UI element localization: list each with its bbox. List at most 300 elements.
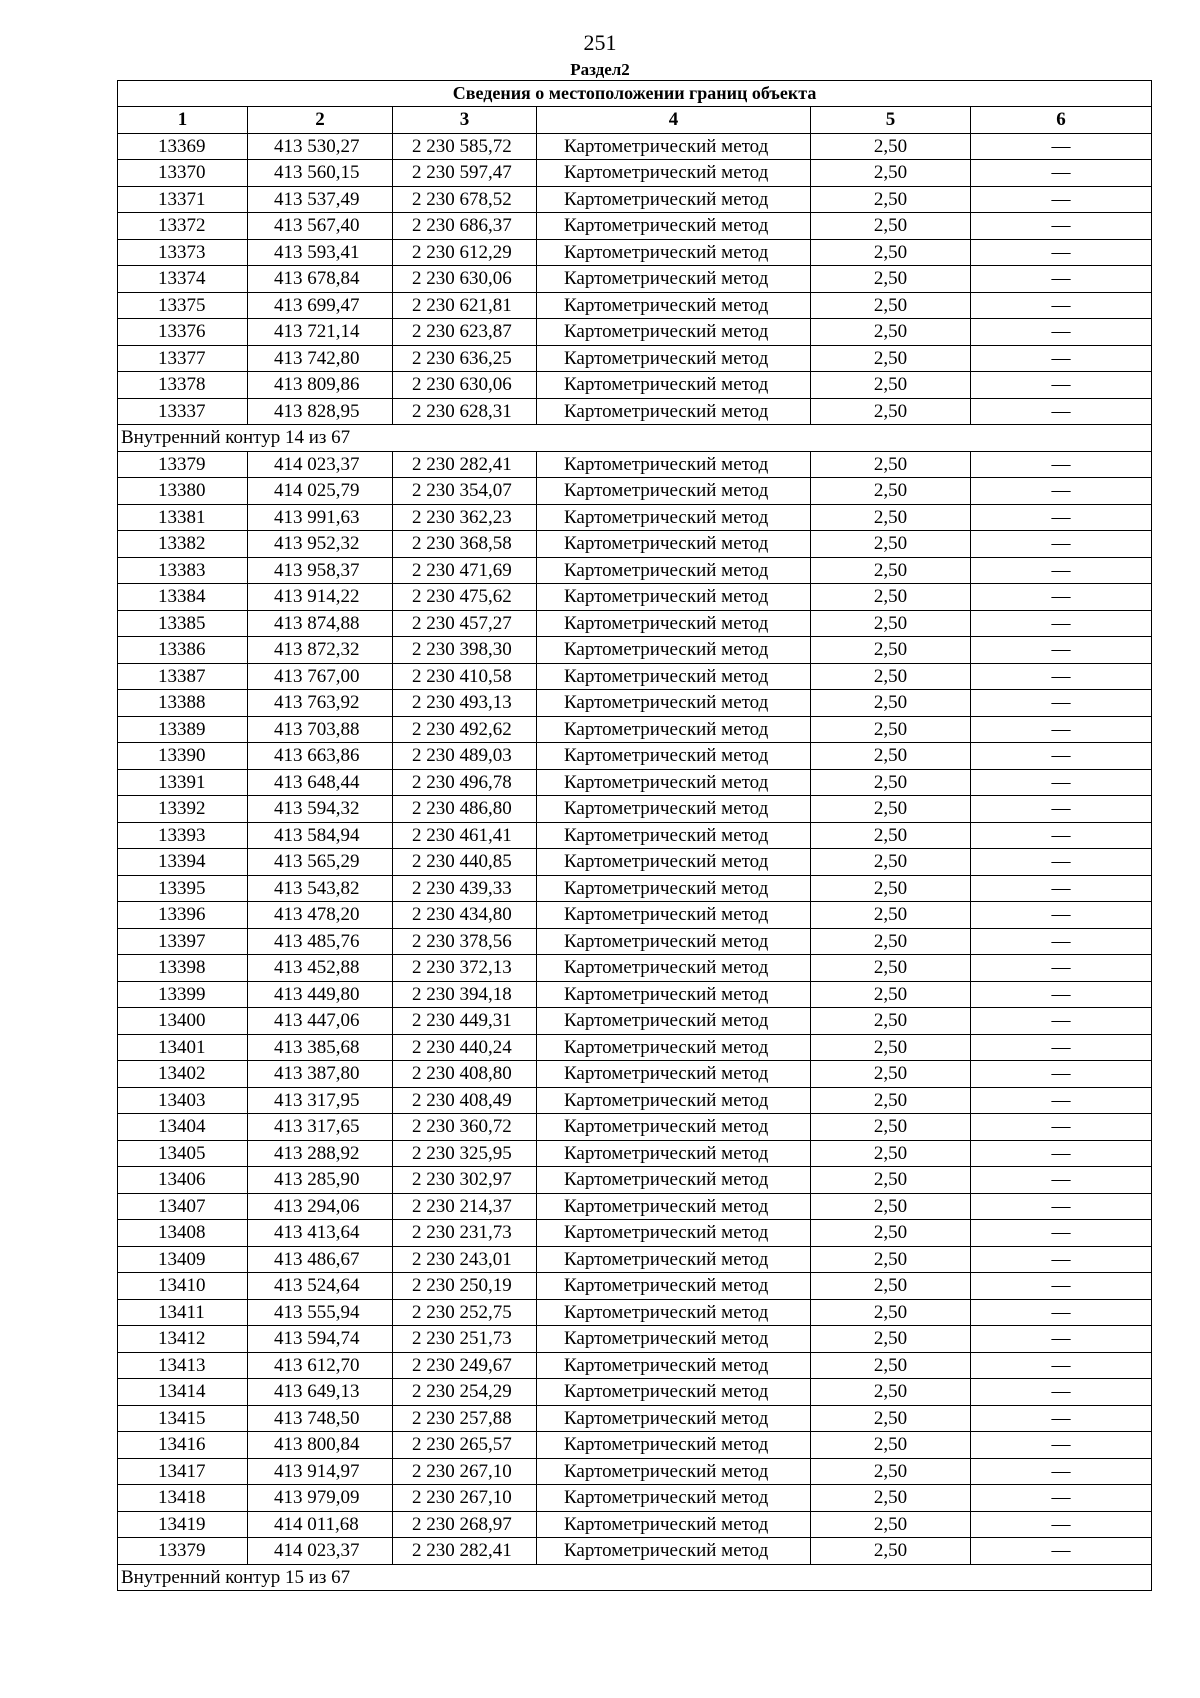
method-cell: Картометрический метод: [537, 292, 811, 319]
x-coordinate-cell: 413 649,13: [248, 1379, 393, 1406]
x-coordinate-cell: 413 413,64: [248, 1220, 393, 1247]
point-number-cell: 13406: [118, 1167, 248, 1194]
note-cell: —: [971, 1299, 1152, 1326]
method-cell: Картометрический метод: [537, 478, 811, 505]
point-number-cell: 13371: [118, 186, 248, 213]
table-row: [118, 1087, 1152, 1114]
section-title: Раздел2: [570, 60, 630, 79]
point-number-cell: 13395: [118, 875, 248, 902]
point-number-cell: 13398: [118, 955, 248, 982]
point-number-cell: 13337: [118, 398, 248, 425]
y-coordinate-cell: 2 230 302,97: [393, 1167, 537, 1194]
accuracy-cell: 2,50: [811, 1538, 971, 1565]
column-header: 1: [118, 107, 248, 134]
accuracy-cell: 2,50: [811, 1034, 971, 1061]
table-row: [118, 1273, 1152, 1300]
note-cell: —: [971, 1140, 1152, 1167]
point-number-cell: 13411: [118, 1299, 248, 1326]
contour-row: [118, 425, 1152, 452]
accuracy-cell: 2,50: [811, 1352, 971, 1379]
y-coordinate-cell: 2 230 492,62: [393, 716, 537, 743]
y-coordinate-cell: 2 230 398,30: [393, 637, 537, 664]
method-cell: Картометрический метод: [537, 531, 811, 558]
x-coordinate-cell: 413 594,74: [248, 1326, 393, 1353]
point-number-cell: 13382: [118, 531, 248, 558]
method-cell: Картометрический метод: [537, 1458, 811, 1485]
accuracy-cell: 2,50: [811, 584, 971, 611]
y-coordinate-cell: 2 230 493,13: [393, 690, 537, 717]
method-cell: Картометрический метод: [537, 186, 811, 213]
accuracy-cell: 2,50: [811, 398, 971, 425]
method-cell: Картометрический метод: [537, 1538, 811, 1565]
note-cell: —: [971, 239, 1152, 266]
y-coordinate-cell: 2 230 254,29: [393, 1379, 537, 1406]
x-coordinate-cell: 413 979,09: [248, 1485, 393, 1512]
point-number-cell: 13374: [118, 266, 248, 293]
table-row: [118, 981, 1152, 1008]
point-number-cell: 13384: [118, 584, 248, 611]
x-coordinate-cell: 413 594,32: [248, 796, 393, 823]
x-coordinate-cell: 413 560,15: [248, 160, 393, 187]
point-number-cell: 13390: [118, 743, 248, 770]
table-row: [118, 1193, 1152, 1220]
table-row: [118, 133, 1152, 160]
note-cell: —: [971, 637, 1152, 664]
x-coordinate-cell: 413 914,22: [248, 584, 393, 611]
point-number-cell: 13379: [118, 451, 248, 478]
y-coordinate-cell: 2 230 475,62: [393, 584, 537, 611]
method-cell: Картометрический метод: [537, 955, 811, 982]
note-cell: —: [971, 1432, 1152, 1459]
method-cell: Картометрический метод: [537, 690, 811, 717]
note-cell: —: [971, 319, 1152, 346]
x-coordinate-cell: 413 874,88: [248, 610, 393, 637]
table-row: [118, 239, 1152, 266]
accuracy-cell: 2,50: [811, 319, 971, 346]
accuracy-cell: 2,50: [811, 796, 971, 823]
point-number-cell: 13385: [118, 610, 248, 637]
y-coordinate-cell: 2 230 249,67: [393, 1352, 537, 1379]
method-cell: Картометрический метод: [537, 1034, 811, 1061]
method-cell: Картометрический метод: [537, 319, 811, 346]
x-coordinate-cell: 413 721,14: [248, 319, 393, 346]
x-coordinate-cell: 413 991,63: [248, 504, 393, 531]
table-row: [118, 822, 1152, 849]
note-cell: —: [971, 451, 1152, 478]
point-number-cell: 13383: [118, 557, 248, 584]
table-row: [118, 213, 1152, 240]
y-coordinate-cell: 2 230 434,80: [393, 902, 537, 929]
method-cell: Картометрический метод: [537, 557, 811, 584]
table-row: [118, 1326, 1152, 1353]
y-coordinate-cell: 2 230 408,49: [393, 1087, 537, 1114]
y-coordinate-cell: 2 230 630,06: [393, 266, 537, 293]
column-header: 5: [811, 107, 971, 134]
x-coordinate-cell: 413 958,37: [248, 557, 393, 584]
x-coordinate-cell: 413 288,92: [248, 1140, 393, 1167]
y-coordinate-cell: 2 230 457,27: [393, 610, 537, 637]
note-cell: —: [971, 1326, 1152, 1353]
table-row: [118, 1167, 1152, 1194]
accuracy-cell: 2,50: [811, 1458, 971, 1485]
y-coordinate-cell: 2 230 489,03: [393, 743, 537, 770]
accuracy-cell: 2,50: [811, 716, 971, 743]
x-coordinate-cell: 413 742,80: [248, 345, 393, 372]
y-coordinate-cell: 2 230 440,24: [393, 1034, 537, 1061]
point-number-cell: 13372: [118, 213, 248, 240]
y-coordinate-cell: 2 230 268,97: [393, 1511, 537, 1538]
point-number-cell: 13391: [118, 769, 248, 796]
accuracy-cell: 2,50: [811, 769, 971, 796]
y-coordinate-cell: 2 230 231,73: [393, 1220, 537, 1247]
accuracy-cell: 2,50: [811, 345, 971, 372]
point-number-cell: 13409: [118, 1246, 248, 1273]
point-number-cell: 13387: [118, 663, 248, 690]
method-cell: Картометрический метод: [537, 213, 811, 240]
point-number-cell: 13380: [118, 478, 248, 505]
x-coordinate-cell: 413 800,84: [248, 1432, 393, 1459]
table-row: [118, 610, 1152, 637]
y-coordinate-cell: 2 230 257,88: [393, 1405, 537, 1432]
accuracy-cell: 2,50: [811, 955, 971, 982]
y-coordinate-cell: 2 230 354,07: [393, 478, 537, 505]
note-cell: —: [971, 1034, 1152, 1061]
y-coordinate-cell: 2 230 585,72: [393, 133, 537, 160]
x-coordinate-cell: 413 530,27: [248, 133, 393, 160]
x-coordinate-cell: 414 023,37: [248, 1538, 393, 1565]
table-row: [118, 345, 1152, 372]
boundary-table: [117, 80, 1152, 1591]
method-cell: Картометрический метод: [537, 822, 811, 849]
note-cell: —: [971, 1008, 1152, 1035]
x-coordinate-cell: 413 447,06: [248, 1008, 393, 1035]
y-coordinate-cell: 2 230 267,10: [393, 1485, 537, 1512]
method-cell: Картометрический метод: [537, 1326, 811, 1353]
note-cell: —: [971, 981, 1152, 1008]
method-cell: Картометрический метод: [537, 1167, 811, 1194]
note-cell: —: [971, 504, 1152, 531]
x-coordinate-cell: 413 584,94: [248, 822, 393, 849]
method-cell: Картометрический метод: [537, 345, 811, 372]
x-coordinate-cell: 413 537,49: [248, 186, 393, 213]
method-cell: Картометрический метод: [537, 928, 811, 955]
x-coordinate-cell: 413 294,06: [248, 1193, 393, 1220]
accuracy-cell: 2,50: [811, 1193, 971, 1220]
x-coordinate-cell: 413 485,76: [248, 928, 393, 955]
table-row: [118, 955, 1152, 982]
note-cell: —: [971, 160, 1152, 187]
table-row: [118, 1299, 1152, 1326]
accuracy-cell: 2,50: [811, 213, 971, 240]
accuracy-cell: 2,50: [811, 1220, 971, 1247]
method-cell: Картометрический метод: [537, 372, 811, 399]
x-coordinate-cell: 413 285,90: [248, 1167, 393, 1194]
point-number-cell: 13417: [118, 1458, 248, 1485]
table-row: [118, 637, 1152, 664]
table-row: [118, 1061, 1152, 1088]
note-cell: —: [971, 1114, 1152, 1141]
y-coordinate-cell: 2 230 471,69: [393, 557, 537, 584]
table-row: [118, 1220, 1152, 1247]
y-coordinate-cell: 2 230 251,73: [393, 1326, 537, 1353]
table-row: [118, 584, 1152, 611]
column-header: 6: [971, 107, 1152, 134]
y-coordinate-cell: 2 230 394,18: [393, 981, 537, 1008]
accuracy-cell: 2,50: [811, 610, 971, 637]
table-row: [118, 266, 1152, 293]
x-coordinate-cell: 413 565,29: [248, 849, 393, 876]
note-cell: —: [971, 1485, 1152, 1512]
x-coordinate-cell: 413 952,32: [248, 531, 393, 558]
y-coordinate-cell: 2 230 368,58: [393, 531, 537, 558]
method-cell: Картометрический метод: [537, 663, 811, 690]
point-number-cell: 13370: [118, 160, 248, 187]
accuracy-cell: 2,50: [811, 1114, 971, 1141]
method-cell: Картометрический метод: [537, 584, 811, 611]
accuracy-cell: 2,50: [811, 531, 971, 558]
y-coordinate-cell: 2 230 372,13: [393, 955, 537, 982]
y-coordinate-cell: 2 230 440,85: [393, 849, 537, 876]
accuracy-cell: 2,50: [811, 928, 971, 955]
note-cell: —: [971, 1220, 1152, 1247]
y-coordinate-cell: 2 230 325,95: [393, 1140, 537, 1167]
y-coordinate-cell: 2 230 267,10: [393, 1458, 537, 1485]
method-cell: Картометрический метод: [537, 1485, 811, 1512]
table-header-row: [118, 107, 1152, 134]
y-coordinate-cell: 2 230 439,33: [393, 875, 537, 902]
note-cell: —: [971, 1511, 1152, 1538]
method-cell: Картометрический метод: [537, 1405, 811, 1432]
x-coordinate-cell: 413 543,82: [248, 875, 393, 902]
method-cell: Картометрический метод: [537, 1193, 811, 1220]
accuracy-cell: 2,50: [811, 1273, 971, 1300]
x-coordinate-cell: 413 486,67: [248, 1246, 393, 1273]
x-coordinate-cell: 413 663,86: [248, 743, 393, 770]
table-row: [118, 1458, 1152, 1485]
note-cell: —: [971, 584, 1152, 611]
table-row: [118, 690, 1152, 717]
x-coordinate-cell: 413 703,88: [248, 716, 393, 743]
point-number-cell: 13393: [118, 822, 248, 849]
x-coordinate-cell: 413 387,80: [248, 1061, 393, 1088]
point-number-cell: 13416: [118, 1432, 248, 1459]
method-cell: Картометрический метод: [537, 981, 811, 1008]
accuracy-cell: 2,50: [811, 1008, 971, 1035]
table-row: [118, 1352, 1152, 1379]
x-coordinate-cell: 413 678,84: [248, 266, 393, 293]
contour-row: [118, 1564, 1152, 1591]
y-coordinate-cell: 2 230 362,23: [393, 504, 537, 531]
accuracy-cell: 2,50: [811, 849, 971, 876]
note-cell: —: [971, 133, 1152, 160]
y-coordinate-cell: 2 230 597,47: [393, 160, 537, 187]
note-cell: —: [971, 1193, 1152, 1220]
method-cell: Картометрический метод: [537, 239, 811, 266]
point-number-cell: 13376: [118, 319, 248, 346]
y-coordinate-cell: 2 230 630,06: [393, 372, 537, 399]
note-cell: —: [971, 955, 1152, 982]
point-number-cell: 13408: [118, 1220, 248, 1247]
note-cell: —: [971, 1061, 1152, 1088]
table-row: [118, 716, 1152, 743]
x-coordinate-cell: 413 828,95: [248, 398, 393, 425]
note-cell: —: [971, 292, 1152, 319]
table-row: [118, 319, 1152, 346]
x-coordinate-cell: 413 612,70: [248, 1352, 393, 1379]
table-row: [118, 531, 1152, 558]
point-number-cell: 13418: [118, 1485, 248, 1512]
table-row: [118, 451, 1152, 478]
table-caption: Сведения о местоположении границ объекта: [118, 81, 1152, 107]
accuracy-cell: 2,50: [811, 239, 971, 266]
table-row: [118, 1432, 1152, 1459]
accuracy-cell: 2,50: [811, 292, 971, 319]
accuracy-cell: 2,50: [811, 557, 971, 584]
accuracy-cell: 2,50: [811, 743, 971, 770]
method-cell: Картометрический метод: [537, 716, 811, 743]
point-number-cell: 13388: [118, 690, 248, 717]
x-coordinate-cell: 413 524,64: [248, 1273, 393, 1300]
method-cell: Картометрический метод: [537, 1087, 811, 1114]
note-cell: —: [971, 610, 1152, 637]
method-cell: Картометрический метод: [537, 875, 811, 902]
note-cell: —: [971, 796, 1152, 823]
accuracy-cell: 2,50: [811, 451, 971, 478]
method-cell: Картометрический метод: [537, 266, 811, 293]
column-header: 3: [393, 107, 537, 134]
method-cell: Картометрический метод: [537, 1114, 811, 1141]
x-coordinate-cell: 414 023,37: [248, 451, 393, 478]
table-caption-row: [118, 81, 1152, 107]
table-row: [118, 557, 1152, 584]
y-coordinate-cell: 2 230 282,41: [393, 451, 537, 478]
note-cell: —: [971, 266, 1152, 293]
point-number-cell: 13419: [118, 1511, 248, 1538]
accuracy-cell: 2,50: [811, 160, 971, 187]
y-coordinate-cell: 2 230 408,80: [393, 1061, 537, 1088]
note-cell: —: [971, 557, 1152, 584]
point-number-cell: 13397: [118, 928, 248, 955]
x-coordinate-cell: 413 872,32: [248, 637, 393, 664]
x-coordinate-cell: 413 452,88: [248, 955, 393, 982]
table-row: [118, 796, 1152, 823]
note-cell: —: [971, 663, 1152, 690]
point-number-cell: 13407: [118, 1193, 248, 1220]
note-cell: —: [971, 822, 1152, 849]
note-cell: —: [971, 690, 1152, 717]
table-row: [118, 478, 1152, 505]
table-row: [118, 928, 1152, 955]
note-cell: —: [971, 1379, 1152, 1406]
table-row: [118, 1538, 1152, 1565]
table-row: [118, 186, 1152, 213]
point-number-cell: 13402: [118, 1061, 248, 1088]
note-cell: —: [971, 1352, 1152, 1379]
accuracy-cell: 2,50: [811, 1379, 971, 1406]
x-coordinate-cell: 413 809,86: [248, 372, 393, 399]
note-cell: —: [971, 769, 1152, 796]
table-row: [118, 292, 1152, 319]
y-coordinate-cell: 2 230 612,29: [393, 239, 537, 266]
table-row: [118, 902, 1152, 929]
point-number-cell: 13412: [118, 1326, 248, 1353]
method-cell: Картометрический метод: [537, 1008, 811, 1035]
accuracy-cell: 2,50: [811, 266, 971, 293]
method-cell: Картометрический метод: [537, 160, 811, 187]
point-number-cell: 13394: [118, 849, 248, 876]
x-coordinate-cell: 413 748,50: [248, 1405, 393, 1432]
table-row: [118, 849, 1152, 876]
method-cell: Картометрический метод: [537, 1352, 811, 1379]
note-cell: —: [971, 875, 1152, 902]
method-cell: Картометрический метод: [537, 743, 811, 770]
note-cell: —: [971, 1246, 1152, 1273]
table-row: [118, 372, 1152, 399]
note-cell: —: [971, 531, 1152, 558]
accuracy-cell: 2,50: [811, 133, 971, 160]
point-number-cell: 13381: [118, 504, 248, 531]
accuracy-cell: 2,50: [811, 902, 971, 929]
accuracy-cell: 2,50: [811, 504, 971, 531]
y-coordinate-cell: 2 230 360,72: [393, 1114, 537, 1141]
accuracy-cell: 2,50: [811, 1140, 971, 1167]
point-number-cell: 13377: [118, 345, 248, 372]
point-number-cell: 13369: [118, 133, 248, 160]
accuracy-cell: 2,50: [811, 1087, 971, 1114]
note-cell: —: [971, 716, 1152, 743]
x-coordinate-cell: 413 317,95: [248, 1087, 393, 1114]
note-cell: —: [971, 1458, 1152, 1485]
point-number-cell: 13396: [118, 902, 248, 929]
point-number-cell: 13379: [118, 1538, 248, 1565]
accuracy-cell: 2,50: [811, 981, 971, 1008]
column-header: 2: [248, 107, 393, 134]
y-coordinate-cell: 2 230 214,37: [393, 1193, 537, 1220]
accuracy-cell: 2,50: [811, 372, 971, 399]
table-row: [118, 1405, 1152, 1432]
note-cell: —: [971, 1405, 1152, 1432]
accuracy-cell: 2,50: [811, 1432, 971, 1459]
table-row: [118, 1485, 1152, 1512]
point-number-cell: 13399: [118, 981, 248, 1008]
point-number-cell: 13400: [118, 1008, 248, 1035]
x-coordinate-cell: 413 767,00: [248, 663, 393, 690]
contour-label: Внутренний контур 15 из 67: [118, 1564, 1152, 1591]
y-coordinate-cell: 2 230 461,41: [393, 822, 537, 849]
y-coordinate-cell: 2 230 636,25: [393, 345, 537, 372]
x-coordinate-cell: 413 763,92: [248, 690, 393, 717]
note-cell: —: [971, 743, 1152, 770]
note-cell: —: [971, 345, 1152, 372]
point-number-cell: 13414: [118, 1379, 248, 1406]
accuracy-cell: 2,50: [811, 637, 971, 664]
note-cell: —: [971, 213, 1152, 240]
x-coordinate-cell: 413 449,80: [248, 981, 393, 1008]
accuracy-cell: 2,50: [811, 690, 971, 717]
point-number-cell: 13392: [118, 796, 248, 823]
x-coordinate-cell: 413 699,47: [248, 292, 393, 319]
accuracy-cell: 2,50: [811, 478, 971, 505]
table-row: [118, 1246, 1152, 1273]
note-cell: —: [971, 849, 1152, 876]
method-cell: Картометрический метод: [537, 610, 811, 637]
point-number-cell: 13389: [118, 716, 248, 743]
method-cell: Картометрический метод: [537, 504, 811, 531]
x-coordinate-cell: 413 648,44: [248, 769, 393, 796]
method-cell: Картометрический метод: [537, 796, 811, 823]
method-cell: Картометрический метод: [537, 1273, 811, 1300]
table-row: [118, 504, 1152, 531]
